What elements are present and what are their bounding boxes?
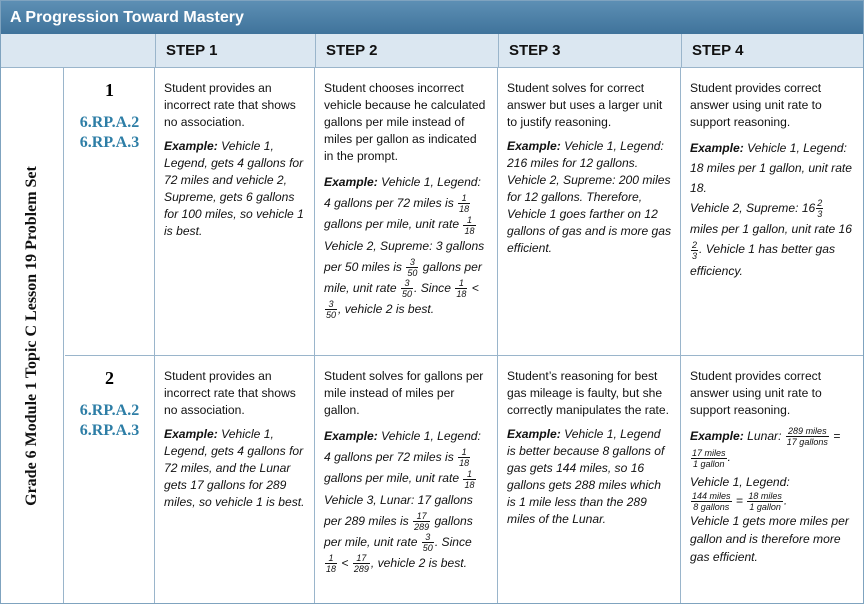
fraction: $\frac{2}{3}$ (817, 198, 823, 220)
example-text: Lunar: (743, 429, 785, 443)
row1-step1-cell (155, 68, 315, 355)
example-text: gallons per mile, unit rate (324, 513, 473, 549)
row1-step2-description: Student chooses incorrect vehicle because he calculated gallons per mile instead of miles per gallon as indicated in the prompt. (324, 81, 486, 163)
example-text: , vehicle 2 is best. (370, 556, 467, 571)
row1-step4-cell (681, 68, 863, 355)
example-text: Vehicle 1, Legend: 18 miles per 1 gallon, unit rate 18. (690, 141, 853, 195)
row1-number-cell (65, 68, 155, 355)
fraction: $\frac{\text{289 miles}}{\text{17 gallons}}$ (786, 426, 828, 448)
row1-standards (65, 113, 154, 153)
equals-sign: = (829, 429, 841, 443)
fraction: $\frac{1}{18}$ (456, 278, 467, 300)
row2-step1-description: Student provides an incorrect rate that shows no association. (164, 369, 296, 417)
row2-step2-description: Student solves for gallons per mile instead of miles per gallon. (324, 369, 484, 417)
row2-step2-cell (315, 356, 498, 603)
less-than-sign: < (338, 556, 352, 571)
example-text: . Since (434, 534, 472, 549)
fraction: $\frac{\text{17 miles}}{\text{1 gallon}}$ (692, 447, 726, 469)
fraction: $\frac{\text{18 miles}}{\text{1 gallon}}$ (748, 490, 782, 512)
fraction: $\frac{3}{50}$ (401, 278, 412, 300)
row1-standard-2: 6.RP.A.3 (79, 134, 140, 151)
step4-header: STEP 4 (681, 34, 863, 68)
row2-step1-cell (155, 356, 315, 603)
row2-standards (65, 401, 154, 441)
example-label: Example: (324, 175, 378, 189)
example-text: Vehicle 1, Legend: 4 gallons per 72 miles is (324, 429, 481, 464)
fraction: $\frac{1}{18}$ (326, 553, 337, 575)
example-text: gallons per mile, unit rate (324, 471, 463, 486)
row2-standard-1: 6.RP.A.2 (79, 402, 140, 419)
row1-step3-example (507, 138, 672, 257)
step3-header: STEP 3 (498, 34, 681, 68)
example-text: . Since (413, 280, 455, 295)
row2-standard-2: 6.RP.A.3 (79, 422, 140, 439)
example-text: gallons per mile, unit rate (324, 259, 482, 295)
fraction: $\frac{1}{18}$ (459, 447, 470, 469)
row2-number: 2 (105, 368, 114, 388)
row1-step2-cell (315, 68, 498, 355)
row1-step1-description: Student provides an incorrect rate that shows no association. (164, 81, 296, 129)
row2-step4-cell (681, 356, 863, 603)
example-text: Vehicle 1, Legend, gets 4 gallons for 72 miles, and the Lunar gets 17 gallons for 289 miles, so vehicle 1 is best. (164, 427, 305, 509)
example-label: Example: (324, 429, 378, 443)
step2-header: STEP 2 (315, 34, 498, 68)
example-text: , vehicle 2 is best. (338, 302, 435, 317)
row2-step3-example (507, 426, 672, 528)
row1-step4-description: Student provides correct answer using unit rate to support reasoning. (690, 81, 822, 129)
row1-number: 1 (105, 80, 114, 100)
row2-step2-example (324, 426, 489, 574)
row1-step2-example (324, 172, 489, 320)
period: . (783, 493, 788, 508)
example-label: Example: (164, 139, 218, 153)
example-text: Vehicle 1, Legend: (690, 474, 790, 489)
period: . (727, 450, 731, 465)
example-text: Vehicle 1, Legend: 216 miles for 12 gallons. Vehicle 2, Supreme: 200 miles for 12 gallons. Therefore, Vehicle 1 goes farther on 12 gallons of gas and is more gas efficient. (507, 139, 672, 255)
less-than-sign: < (468, 280, 479, 295)
row2-step1-example (164, 426, 306, 511)
fraction: $\frac{\text{144 miles}}{\text{8 gallons}}$ (692, 490, 731, 512)
example-text: . Vehicle 1 has better gas efficiency. (690, 242, 836, 278)
row2-step4-description: Student provides correct answer using unit rate to support reasoning. (690, 369, 822, 417)
row2-step4-example (690, 426, 855, 469)
example-label: Example: (690, 429, 744, 443)
row2-step4-example-2 (690, 473, 855, 566)
banner-title: A Progression Toward Mastery (1, 1, 863, 34)
example-text: Vehicle 1, Legend is better because 8 gallons of gas gets 144 miles, so 16 gallons gets 288 miles which is 1 mile less than the 289 miles of the Lunar. (507, 427, 665, 526)
fraction: $\frac{2}{3}$ (692, 239, 698, 261)
header-corner (1, 34, 155, 68)
fraction: $\frac{17}{289}$ (353, 553, 369, 575)
lesson-side-label (1, 68, 64, 603)
example-text: gallons per mile, unit rate (324, 217, 463, 232)
equals-sign: = (732, 493, 747, 508)
example-text: Vehicle 2, Supreme: 3 gallons per 50 miles is (324, 238, 485, 274)
fraction: $\frac{3}{50}$ (326, 299, 337, 321)
step1-header: STEP 1 (155, 34, 315, 68)
fraction: $\frac{1}{18}$ (464, 214, 475, 236)
row1-standard-1: 6.RP.A.2 (79, 114, 140, 131)
fraction: $\frac{3}{50}$ (422, 532, 433, 554)
example-label: Example: (507, 139, 561, 153)
example-text: Vehicle 1 gets more miles per gallon and is therefore more gas efficient. (690, 513, 849, 564)
row1-step3-description: Student solves for correct answer but uses a larger unit to justify reasoning. (507, 81, 663, 129)
row2-step3-description: Student’s reasoning for best gas mileage is faulty, but she correctly manipulates the rate. (507, 369, 669, 417)
example-label: Example: (507, 427, 561, 441)
fraction: $\frac{17}{289}$ (414, 510, 430, 532)
example-text: Vehicle 3, Lunar: 17 gallons per 289 miles is (324, 492, 473, 528)
fraction: $\frac{3}{50}$ (407, 256, 418, 278)
row2-step3-cell (498, 356, 681, 603)
example-label: Example: (164, 427, 218, 441)
fraction: $\frac{1}{18}$ (464, 468, 475, 490)
example-label: Example: (690, 141, 744, 155)
side-label-text: Grade 6 Module 1 Topic C Lesson 19 Problem Set (23, 166, 40, 506)
example-text: miles per 1 gallon, unit rate 16 (690, 222, 853, 237)
row1-step3-cell (498, 68, 681, 355)
row1-step4-example (690, 138, 855, 281)
example-text: Vehicle 1, Legend: 4 gallons per 72 miles is (324, 175, 481, 210)
row2-number-cell (65, 356, 155, 603)
example-text: Vehicle 2, Supreme: 16 (690, 201, 816, 215)
row1-step1-example (164, 138, 306, 240)
example-text: Vehicle 1, Legend, gets 4 gallons for 72 miles and vehicle 2, Supreme, gets 6 gallons for 100 miles, so vehicle 1 is best. (164, 139, 304, 238)
fraction: $\frac{1}{18}$ (459, 193, 470, 215)
